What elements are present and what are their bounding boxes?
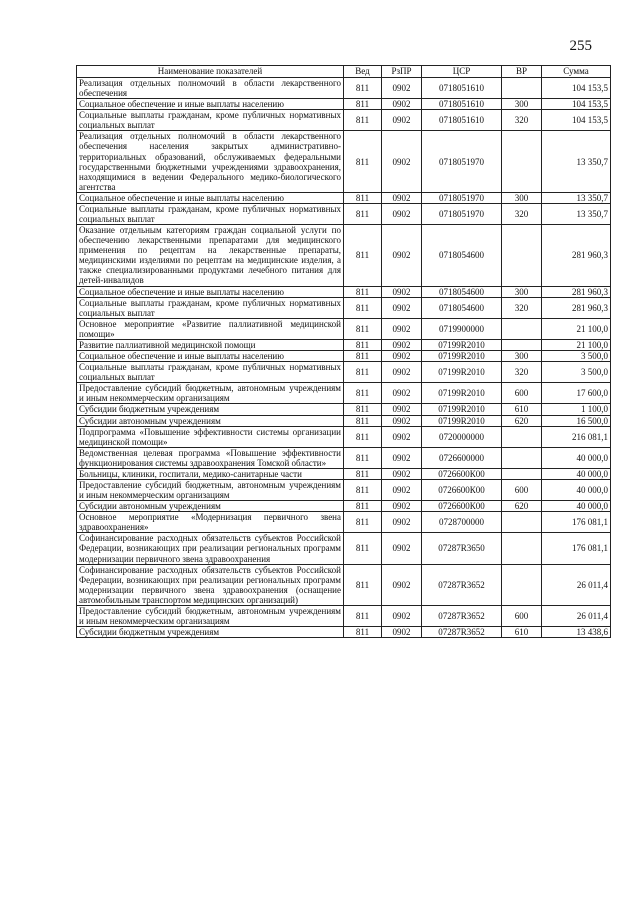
row-rzpr: 0902 [382, 339, 422, 350]
row-sum: 3 500,0 [542, 351, 611, 362]
row-rzpr: 0902 [382, 605, 422, 626]
row-ved: 811 [344, 110, 382, 131]
row-csr: 0726600К00 [422, 468, 502, 479]
header-name: Наименование показателей [77, 66, 344, 78]
table-row [77, 383, 611, 404]
row-vr: 620 [502, 415, 542, 426]
row-sum: 3 500,0 [542, 362, 611, 383]
table-row [77, 192, 611, 203]
row-vr: 600 [502, 479, 542, 500]
row-vr [502, 225, 542, 286]
row-ved: 811 [344, 533, 382, 564]
row-vr [502, 318, 542, 339]
row-csr: 0726600К00 [422, 501, 502, 512]
row-sum: 13 350,7 [542, 203, 611, 224]
row-csr: 07199R2010 [422, 404, 502, 415]
table-row [77, 533, 611, 564]
row-rzpr: 0902 [382, 383, 422, 404]
table-row [77, 564, 611, 605]
table-row [77, 339, 611, 350]
row-csr: 07199R2010 [422, 383, 502, 404]
row-name: Предоставление субсидий бюджетным, автономным учреждениям и иным некоммерческим организациям [77, 479, 344, 500]
row-ved: 811 [344, 468, 382, 479]
row-csr: 0718051610 [422, 99, 502, 110]
row-ved: 811 [344, 627, 382, 638]
row-vr: 610 [502, 404, 542, 415]
row-ved: 811 [344, 447, 382, 468]
row-csr: 0718051610 [422, 78, 502, 99]
row-name: Реализация отдельных полномочий в области лекарственного обеспечения населения закрытых административно-территориальных образований, обслуживаемых федеральными государственными бюджетными учреждениями здравоохранения, находящимися в ведении Федерального медико-биологического агентства [77, 131, 344, 192]
table-row [77, 297, 611, 318]
row-ved: 811 [344, 362, 382, 383]
row-rzpr: 0902 [382, 203, 422, 224]
row-name: Социальное обеспечение и иные выплаты населению [77, 351, 344, 362]
row-csr: 0728700000 [422, 512, 502, 533]
row-sum: 13 438,6 [542, 627, 611, 638]
row-vr: 610 [502, 627, 542, 638]
row-csr: 0718051970 [422, 192, 502, 203]
header-vr: ВР [502, 66, 542, 78]
table-row [77, 131, 611, 192]
row-sum: 281 960,3 [542, 297, 611, 318]
row-rzpr: 0902 [382, 99, 422, 110]
row-sum: 21 100,0 [542, 339, 611, 350]
row-name: Субсидии автономным учреждениям [77, 415, 344, 426]
table-row [77, 203, 611, 224]
row-csr: 0718051970 [422, 131, 502, 192]
row-rzpr: 0902 [382, 78, 422, 99]
row-name: Предоставление субсидий бюджетным, автономным учреждениям и иным некоммерческим организациям [77, 605, 344, 626]
row-csr: 0720000000 [422, 426, 502, 447]
row-name: Оказание отдельным категориям граждан социальной услуги по обеспечению лекарственными препаратами для медицинского применения по рецептам на лекарственные препараты, медицинскими изделиями по рецептам на медицинские изделия, а также специализированными продуктами лечебного питания для детей-инвалидов [77, 225, 344, 286]
row-name: Подпрограмма «Повышение эффективности системы организации медицинской помощи» [77, 426, 344, 447]
row-sum: 26 011,4 [542, 564, 611, 605]
row-ved: 811 [344, 297, 382, 318]
row-sum: 104 153,5 [542, 99, 611, 110]
row-vr: 300 [502, 351, 542, 362]
table-row [77, 468, 611, 479]
row-ved: 811 [344, 351, 382, 362]
row-csr: 07287R3652 [422, 627, 502, 638]
row-name: Предоставление субсидий бюджетным, автономным учреждениям и иным некоммерческим организациям [77, 383, 344, 404]
table-row [77, 501, 611, 512]
row-vr: 620 [502, 501, 542, 512]
row-sum: 13 350,7 [542, 131, 611, 192]
row-sum: 176 081,1 [542, 512, 611, 533]
row-name: Социальные выплаты гражданам, кроме публичных нормативных социальных выплат [77, 362, 344, 383]
row-csr: 0718051610 [422, 110, 502, 131]
table-row [77, 99, 611, 110]
row-vr: 300 [502, 286, 542, 297]
row-rzpr: 0902 [382, 468, 422, 479]
row-rzpr: 0902 [382, 110, 422, 131]
row-csr: 0719900000 [422, 318, 502, 339]
table-header-row [77, 66, 611, 78]
row-vr [502, 131, 542, 192]
row-csr: 07199R2010 [422, 415, 502, 426]
row-csr: 07199R2010 [422, 362, 502, 383]
row-name: Ведомственная целевая программа «Повышение эффективности функционирования системы здравоохранения Томской области» [77, 447, 344, 468]
table-row [77, 110, 611, 131]
row-sum: 40 000,0 [542, 501, 611, 512]
row-sum: 26 011,4 [542, 605, 611, 626]
row-sum: 281 960,3 [542, 286, 611, 297]
row-sum: 21 100,0 [542, 318, 611, 339]
row-csr: 07199R2010 [422, 339, 502, 350]
row-ved: 811 [344, 564, 382, 605]
row-vr: 300 [502, 99, 542, 110]
row-vr: 300 [502, 192, 542, 203]
row-name: Социальные выплаты гражданам, кроме публичных нормативных социальных выплат [77, 203, 344, 224]
row-sum: 1 100,0 [542, 404, 611, 415]
row-ved: 811 [344, 415, 382, 426]
row-csr: 0726600000 [422, 447, 502, 468]
table-row [77, 426, 611, 447]
row-sum: 281 960,3 [542, 225, 611, 286]
row-rzpr: 0902 [382, 286, 422, 297]
row-sum: 17 600,0 [542, 383, 611, 404]
row-name: Софинансирование расходных обязательств субъектов Российской Федерации, возникающих при реализации региональных программ модернизации первичного звена здравоохранения (оснащение автомобильным транспортом медицинских организаций) [77, 564, 344, 605]
header-csr: ЦСР [422, 66, 502, 78]
row-vr [502, 447, 542, 468]
table-row [77, 78, 611, 99]
row-rzpr: 0902 [382, 426, 422, 447]
row-sum: 104 153,5 [542, 78, 611, 99]
row-rzpr: 0902 [382, 225, 422, 286]
row-vr: 320 [502, 110, 542, 131]
row-name: Социальное обеспечение и иные выплаты населению [77, 286, 344, 297]
row-vr [502, 533, 542, 564]
row-vr [502, 339, 542, 350]
header-sum: Сумма [542, 66, 611, 78]
row-rzpr: 0902 [382, 351, 422, 362]
table-row [77, 512, 611, 533]
row-ved: 811 [344, 605, 382, 626]
table-row [77, 415, 611, 426]
row-sum: 13 350,7 [542, 192, 611, 203]
row-vr [502, 512, 542, 533]
row-name: Субсидии бюджетным учреждениям [77, 627, 344, 638]
row-rzpr: 0902 [382, 404, 422, 415]
row-csr: 0726600К00 [422, 479, 502, 500]
row-rzpr: 0902 [382, 192, 422, 203]
table-row [77, 447, 611, 468]
row-sum: 40 000,0 [542, 468, 611, 479]
row-rzpr: 0902 [382, 479, 422, 500]
row-name: Основное мероприятие «Развитие паллиативной медицинской помощи» [77, 318, 344, 339]
row-name: Субсидии автономным учреждениям [77, 501, 344, 512]
row-csr: 07199R2010 [422, 351, 502, 362]
row-rzpr: 0902 [382, 297, 422, 318]
header-rzpr: РзПР [382, 66, 422, 78]
row-rzpr: 0902 [382, 415, 422, 426]
row-vr [502, 468, 542, 479]
page-number: 255 [569, 38, 592, 54]
row-ved: 811 [344, 225, 382, 286]
row-rzpr: 0902 [382, 627, 422, 638]
row-sum: 216 081,1 [542, 426, 611, 447]
row-name: Основное мероприятие «Модернизация первичного звена здравоохранения» [77, 512, 344, 533]
row-ved: 811 [344, 339, 382, 350]
table-row [77, 351, 611, 362]
row-name: Больницы, клиники, госпитали, медико-санитарные части [77, 468, 344, 479]
table-row [77, 404, 611, 415]
row-ved: 811 [344, 512, 382, 533]
row-name: Субсидии бюджетным учреждениям [77, 404, 344, 415]
row-ved: 811 [344, 383, 382, 404]
row-rzpr: 0902 [382, 512, 422, 533]
row-ved: 811 [344, 404, 382, 415]
table-row [77, 605, 611, 626]
row-ved: 811 [344, 131, 382, 192]
row-ved: 811 [344, 501, 382, 512]
row-rzpr: 0902 [382, 362, 422, 383]
row-ved: 811 [344, 426, 382, 447]
row-rzpr: 0902 [382, 564, 422, 605]
row-name: Социальные выплаты гражданам, кроме публичных нормативных социальных выплат [77, 297, 344, 318]
row-rzpr: 0902 [382, 131, 422, 192]
row-csr: 0718054600 [422, 225, 502, 286]
row-rzpr: 0902 [382, 533, 422, 564]
row-csr: 07287R3650 [422, 533, 502, 564]
row-vr [502, 426, 542, 447]
row-name: Развитие паллиативной медицинской помощи [77, 339, 344, 350]
row-vr: 320 [502, 297, 542, 318]
row-ved: 811 [344, 479, 382, 500]
row-rzpr: 0902 [382, 318, 422, 339]
row-sum: 40 000,0 [542, 479, 611, 500]
row-vr [502, 78, 542, 99]
row-rzpr: 0902 [382, 447, 422, 468]
table-row [77, 318, 611, 339]
row-ved: 811 [344, 99, 382, 110]
row-csr: 0718051970 [422, 203, 502, 224]
row-vr: 600 [502, 383, 542, 404]
row-vr: 320 [502, 203, 542, 224]
row-csr: 0718054600 [422, 297, 502, 318]
row-ved: 811 [344, 318, 382, 339]
table-row [77, 286, 611, 297]
row-sum: 40 000,0 [542, 447, 611, 468]
budget-table [76, 65, 611, 638]
row-name: Софинансирование расходных обязательств субъектов Российской Федерации, возникающих при реализации региональных программ модернизации первичного звена здравоохранения [77, 533, 344, 564]
row-vr: 600 [502, 605, 542, 626]
row-rzpr: 0902 [382, 501, 422, 512]
row-name: Социальное обеспечение и иные выплаты населению [77, 99, 344, 110]
row-ved: 811 [344, 192, 382, 203]
row-name: Социальные выплаты гражданам, кроме публичных нормативных социальных выплат [77, 110, 344, 131]
row-sum: 176 081,1 [542, 533, 611, 564]
table-row [77, 225, 611, 286]
row-vr [502, 564, 542, 605]
row-name: Реализация отдельных полномочий в области лекарственного обеспечения [77, 78, 344, 99]
row-vr: 320 [502, 362, 542, 383]
row-name: Социальное обеспечение и иные выплаты населению [77, 192, 344, 203]
row-sum: 104 153,5 [542, 110, 611, 131]
row-csr: 07287R3652 [422, 605, 502, 626]
table-row [77, 479, 611, 500]
header-ved: Вед [344, 66, 382, 78]
row-csr: 07287R3652 [422, 564, 502, 605]
row-csr: 0718054600 [422, 286, 502, 297]
row-ved: 811 [344, 203, 382, 224]
row-sum: 16 500,0 [542, 415, 611, 426]
table-body [77, 78, 611, 638]
row-ved: 811 [344, 286, 382, 297]
row-ved: 811 [344, 78, 382, 99]
table-row [77, 362, 611, 383]
table-row [77, 627, 611, 638]
